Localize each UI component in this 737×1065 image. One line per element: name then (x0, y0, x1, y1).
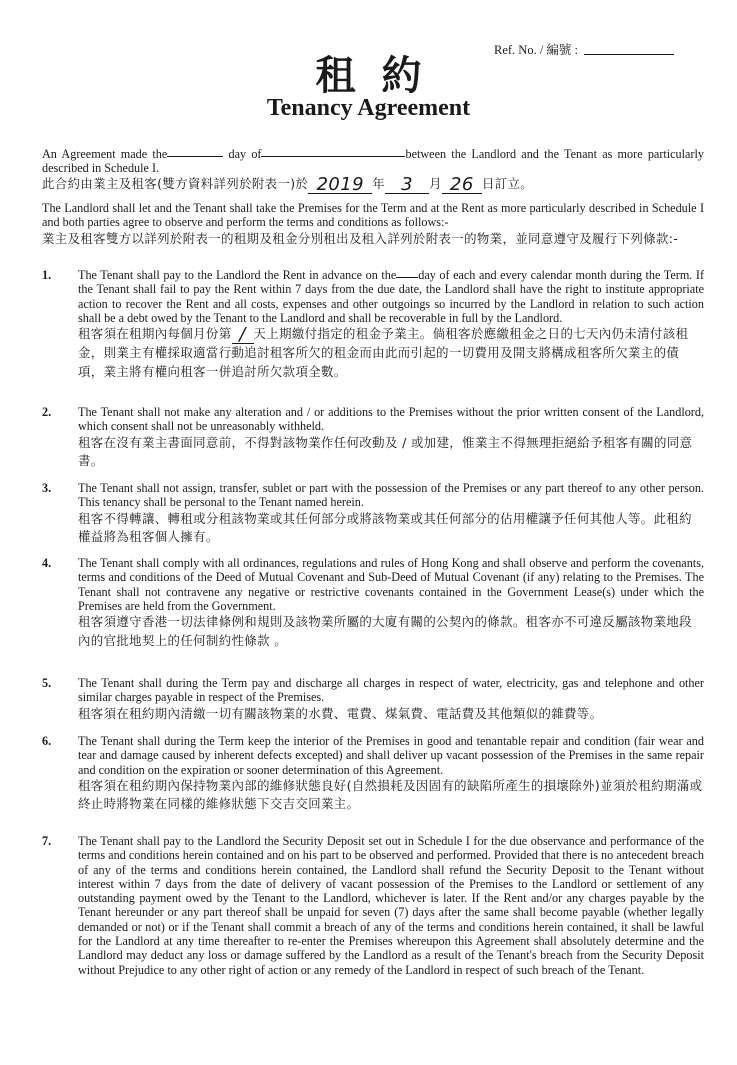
intro-chinese (42, 175, 704, 194)
clause-number: 1. (42, 268, 52, 282)
intro-zh-day: 日訂立。 (481, 176, 534, 191)
clause-6 (42, 734, 704, 814)
clause-1-english (78, 268, 704, 325)
intro-en-part-b: day of (228, 147, 262, 161)
clause-4 (42, 556, 704, 650)
clause-6-english: The Tenant shall during the Term keep the interior of the Premises in good and tenantable repair and condition (fair wear and tear and damage caused by inherent defects excepted) and shall deliver up vacant possession of the Premises in the same repair and condition on the expiration or sooner determination of this Agreement. (78, 734, 704, 777)
clause-7-english: The Tenant shall pay to the Landlord the Security Deposit set out in Schedule I for the due observance and performance of the terms and conditions herein contained and on his part to be observed and performed. Provided that there is no antecedent breach of any of the terms and conditions herein contained, the Landlord shall refund the Security Deposit to the Tenant without interest within 7 days from the date of delivery of vacant possession of the Premises to the Landlord or settlement of any outstanding payment owed by the Tenant to the Landlord, whichever is later. If the Rent and/or any charges payable by the Tenant hereunder or any part thereof shall be unpaid for seven (7) days after the same shall become payable (whether legally demanded or not) or if the Tenant shall commit a breach of any of the terms and conditions herein contained, it shall be lawful for the Landlord at any time thereafter to re-enter the Premises whereupon this Agreement shall absolutely determine and the Landlord may deduct any loss or damage suffered by the Landlord as a result of the Tenant's breach from the Security Deposit without Prejudice to any other right of action or any remedy of the Landlord in respect of such breach of the Tenant. (78, 834, 704, 977)
clause-6-chinese: 租客須在租約期內保持物業內部的維修狀態良好(自然損耗及因固有的缺陷所產生的損壞除外)並須於租約期滿或終止時將物業在同樣的維修狀態下交吉交回業主。 (78, 777, 703, 812)
handwritten-year: 2019 (308, 177, 372, 194)
clause-1-en-part-b: day of each and every calendar month during the Term. If the Tenant shall fail to pay the Rent within 7 days from the due date, the Landlord shall have the right to institute appropriate action to recover the Rent and all costs, expenses and other outgoings so incurred by the Landlord in relation to such action shall be a debt owed by the Tenant to the Landlord and shall be recoverable in full by the Landlord. (78, 268, 704, 325)
clause-1-zh-part-b: 天上期繳付指定的租金予業主。倘租客於應繳租金之日的七天內仍未清付該租金，則業主有權採取適當行動追討租客所欠的租金而由此而引起的一切費用及開支將構成租客所欠業主的債項，業主將有權向租客一併追討所欠款項全數。 (78, 326, 689, 379)
preamble (42, 201, 704, 248)
clause-5 (42, 676, 704, 723)
intro-day-blank (167, 156, 223, 157)
intro-zh-year: 年 (372, 176, 386, 191)
clause-number: 4. (42, 556, 52, 570)
title-chinese: 租約 (315, 53, 448, 99)
clause-4-english: The Tenant shall comply with all ordinances, regulations and rules of Hong Kong and shall observe and perform the covenants, terms and conditions of the Deed of Mutual Covenant and Sub-Deed of Mutual Covenant (if any) relating to the Premises. The Tenant shall not contravene any negative or restrictive covenants contained in the Government Lease(s) under which the Premises are held from the Government. (78, 556, 704, 613)
clause-3 (42, 481, 704, 547)
clause-7 (42, 834, 704, 977)
intro-english (42, 147, 704, 176)
clause-1-en-part-a: The Tenant shall pay to the Landlord the Rent in advance on the (78, 268, 397, 282)
clause-1 (42, 268, 704, 381)
clause-4-chinese: 租客須遵守香港一切法律條例和規則及該物業所屬的大廈有關的公契內的條款。租客亦不可違反屬該物業地段內的官批地契上的任何制約性條款 。 (78, 614, 692, 648)
clause-2-english: The Tenant shall not make any alteration and / or additions to the Premises without the prior written consent of the Landlord, which consent shall not be unreasonably withheld. (78, 405, 704, 434)
handwritten-rent-day: / (232, 327, 254, 344)
title-english: Tenancy Agreement (266, 95, 471, 121)
clause-1-chinese (78, 325, 704, 381)
clause-3-chinese: 租客不得轉讓、轉租或分租該物業或其任何部分或將該物業或其任何部分的佔用權讓予任何其他人等。此租約權益將為租客個人擁有。 (78, 510, 692, 545)
intro-zh-month: 月 (429, 176, 442, 191)
clause-number: 5. (42, 676, 52, 690)
clause-number: 7. (42, 834, 52, 848)
handwritten-month: 3 (385, 177, 429, 194)
preamble-english: The Landlord shall let and the Tenant shall take the Premises for the Term and at the Rent as more particularly described in Schedule I and both parties agree to observe and perform the terms and conditions as follows:- (42, 201, 704, 230)
clause-number: 3. (42, 481, 52, 495)
clause-5-english: The Tenant shall during the Term pay and discharge all charges in respect of water, electricity, gas and telephone and other similar charges payable in respect of the Premises. (78, 676, 704, 705)
preamble-chinese: 業主及租客雙方以詳列於附表一的租期及租金分別租出及租入詳列於附表一的物業，並同意遵守及履行下列條款:- (42, 230, 679, 246)
intro-en-part-c: between the Landlord and the Tenant as more particularly described in Schedule I. (42, 147, 704, 176)
clause-1-zh-part-a: 租客須在租期內每個月份第 (78, 326, 232, 342)
intro-zh-part-a: 此合約由業主及租客(雙方資料詳列於附表一)於 (42, 176, 309, 191)
intro-month-blank (261, 156, 405, 157)
clause-number: 6. (42, 734, 52, 748)
clause-3-english: The Tenant shall not assign, transfer, sublet or part with the possession of the Premises or any part thereof to any other person. This tenancy shall be personal to the Tenant named herein. (78, 481, 704, 510)
clause-number: 2. (42, 405, 52, 419)
clause-2 (42, 405, 704, 471)
clause-2-chinese: 租客在沒有業主書面同意前，不得對該物業作任何改動及 / 或加建，惟業主不得無理拒絕給予租客有關的同意書。 (78, 434, 693, 469)
clause-5-chinese: 租客須在租約期內清繳一切有關該物業的水費、電費、煤氣費、電話費及其他類似的雜費等。 (78, 705, 603, 721)
ref-label: Ref. No. / 編號 : (494, 43, 579, 57)
rent-day-blank (396, 277, 418, 278)
handwritten-day: 26 (442, 177, 482, 194)
intro-en-part-a: An Agreement made the (42, 147, 168, 161)
